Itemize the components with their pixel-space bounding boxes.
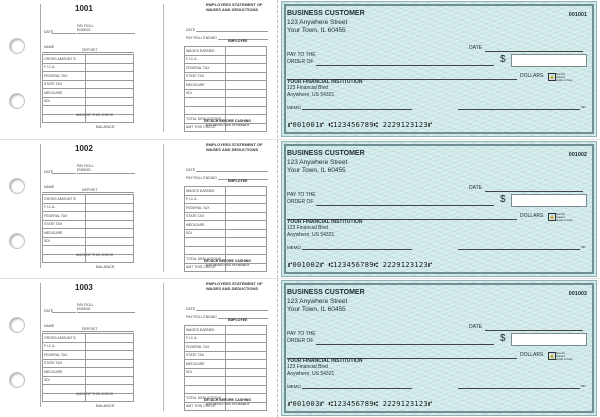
stub-payroll-label: PAY ROLL ENDING [186,36,217,40]
stub-row-label: WAGES EARNED [185,326,226,335]
stub-table-row [185,368,267,377]
register-table-row [43,334,134,343]
stub-row-value[interactable] [226,368,267,377]
register-row-label: SDI [43,237,86,246]
stub-table-row [185,195,267,204]
register-balance-label: BALANCE [96,264,115,269]
check-company-name: BUSINESS CUSTOMER [287,150,365,157]
register-table-row [43,212,134,221]
stub-table-row [185,212,267,221]
stub-employee-label: EMPLOYEE [228,39,248,43]
check-memo-line[interactable] [302,249,412,250]
check-date-line[interactable] [485,51,583,52]
register-check-number: 1001 [75,4,93,13]
check-company-address: 123 Anywhere Street [287,159,348,166]
perforation-line [163,4,164,132]
register-row-value[interactable] [86,72,134,81]
register-divider [40,283,41,407]
register-row-value[interactable] [86,220,134,229]
register-table-row [43,359,134,368]
stub-date-label: DATE [186,307,196,311]
register-name-label: NAME [44,45,55,49]
stub-row-value[interactable] [226,106,267,115]
payroll-stub [182,279,270,417]
register-table-row [43,368,134,377]
register-deposit-label: DEPOSIT [82,327,98,331]
stub-row-label [185,385,226,394]
stub-detach-notice [204,398,251,406]
register-row-label: STATE TAX [43,220,86,229]
check-payto-label: PAY TO THE [287,192,316,198]
stub-row-label: MEDICARE [185,360,226,369]
check-orderof-label: ORDER OF [287,338,314,344]
stub-payroll-label: PAY ROLL ENDING [186,176,217,180]
stub-date-label: DATE [186,28,196,32]
register-row-value[interactable] [86,89,134,98]
stub-row-label [185,238,226,247]
stub-detach-subtext: AND RETAIN THIS STATEMENT [205,123,250,127]
check-signature-line[interactable] [458,109,580,110]
register-check-number: 1002 [75,144,93,153]
register-row-label: F.I.C.A. [43,342,86,351]
register-table-row [43,97,134,106]
register-balance-label: BALANCE [96,124,115,129]
binder-hole [9,38,25,54]
register-row-label: FEDERAL TAX [43,351,86,360]
register-row-value[interactable] [86,368,134,377]
stub-row-value[interactable] [226,204,267,213]
register-row-value[interactable] [86,359,134,368]
register-row-label: FEDERAL TAX [43,212,86,221]
check-sheet [0,278,600,417]
check-bank-name: YOUR FINANCIAL INSTITUTION [287,79,363,85]
perforation-line [163,144,164,272]
register-row-value[interactable] [86,342,134,351]
binder-hole [9,233,25,249]
check-register [40,0,140,138]
stub-row-label: TOTAL DEDUCTIONS [185,255,226,264]
check-payee-line[interactable] [316,65,494,66]
stub-row-value[interactable] [226,47,267,56]
stub-row-label: WAGES EARNED [185,187,226,196]
check-bank-address: 123 Financial Blvd [287,225,328,231]
register-table-row [43,342,134,351]
stub-row-label: AMT THIS CHECK [185,263,226,272]
register-row-label: SDI [43,97,86,106]
stub-employee-label: EMPLOYEE [228,179,248,183]
check-bank-name: YOUR FINANCIAL INSTITUTION [287,358,363,364]
register-row-label: MEDICARE [43,89,86,98]
check-amount-box[interactable] [511,333,587,346]
stub-date-line [196,310,268,311]
binder-hole [9,317,25,333]
check-memo-line[interactable] [302,388,412,389]
check-amount-box[interactable] [511,194,587,207]
register-payroll-label: PAY ROLL ENDING [77,24,94,32]
register-row-label: MEDICARE [43,368,86,377]
stub-table-row [185,385,267,394]
stub-date-label: DATE [186,168,196,172]
register-row-label: SDI [43,376,86,385]
stub-title: EMPLOYEES STATEMENT OF WAGES AND DEDUCTIONS [206,142,263,152]
stub-row-value[interactable] [226,221,267,230]
stub-row-label: MEDICARE [185,221,226,230]
check-signature-line[interactable] [458,388,580,389]
register-amount-label: AMOUNT THIS CHECK [76,113,114,117]
check-security-text: Security features details on back [556,73,573,82]
check-company-city: Your Town, IL 60455 [287,27,346,34]
register-date-label: DATE [44,309,54,313]
register-amount-label: AMOUNT THIS CHECK [76,392,114,396]
register-row-value[interactable] [86,334,134,343]
register-check-number: 1003 [75,283,93,292]
stub-table-row [185,204,267,213]
register-table-row [43,237,134,246]
stub-table-row [185,238,267,247]
register-row-label: STATE TAX [43,359,86,368]
padlock-icon: 🔒 [549,214,555,219]
register-row-value[interactable] [86,212,134,221]
register-balance-label: BALANCE [96,403,115,408]
stub-payroll-label: PAY ROLL ENDING [186,315,217,319]
check-bank-address: 123 Financial Blvd [287,85,328,91]
stub-table-row [185,229,267,238]
register-row-value[interactable] [86,55,134,64]
register-row-label: GROSS AMOUNT $ [43,55,86,64]
check-company-name: BUSINESS CUSTOMER [287,289,365,296]
check-micr-line: ⑈001003⑈ ⑆123456789⑆ 2229123123⑈ [288,400,433,408]
stub-date-line [196,171,268,172]
register-table-row [43,63,134,72]
check-company-name: BUSINESS CUSTOMER [287,10,365,17]
stub-row-label: WAGES EARNED [185,47,226,56]
register-table-row [43,351,134,360]
register-table-row [43,80,134,89]
register-name-label: NAME [44,324,55,328]
check-date-label: DATE [469,185,482,191]
register-deposit-label: DEPOSIT [82,188,98,192]
register-row-value[interactable] [86,376,134,385]
check-security-text: Security features details on back [556,213,573,222]
register-payroll-line [77,33,135,34]
stub-detach-text: DETACH BEFORE CASHING [204,119,251,123]
check-dollar-sign: $ [500,194,506,205]
stub-row-label: TOTAL DEDUCTIONS [185,394,226,403]
perforation-line [163,283,164,411]
check-signature-line[interactable] [458,249,580,250]
register-divider [40,4,41,128]
bank-check [281,1,597,137]
check-mp-label: MP [581,245,586,249]
register-row-value[interactable] [86,229,134,238]
stub-table-row [185,377,267,386]
stub-table-row [185,246,267,255]
stub-row-value[interactable] [226,246,267,255]
register-row-value[interactable] [86,97,134,106]
stub-row-value[interactable] [226,334,267,343]
bank-check [281,141,597,277]
check-mp-label: MP [581,384,586,388]
stub-row-label [185,377,226,386]
check-sheet [0,0,600,138]
register-name-line [42,331,134,332]
stub-table-row [185,106,267,115]
register-table-row [43,195,134,204]
stub-date-line [196,31,268,32]
stub-detach-notice [204,259,251,267]
check-bank-city: Anywhere, US 54321 [287,371,335,377]
register-row-label: GROSS AMOUNT $ [43,195,86,204]
padlock-icon: 🔒 [549,74,555,79]
stub-detach-text: DETACH BEFORE CASHING [204,259,251,263]
binder-hole [9,178,25,194]
stub-table-row [185,55,267,64]
register-row-value[interactable] [86,351,134,360]
check-memo-label: MEMO [287,245,301,250]
register-payroll-line [77,312,135,313]
check-dollars-label: DOLLARS [520,73,544,79]
check-bank-city: Anywhere, US 54321 [287,232,335,238]
register-table-row [43,72,134,81]
register-name-line [42,192,134,193]
register-date-line [52,173,76,174]
check-bank-address: 123 Financial Blvd [287,364,328,370]
check-dollars-label: DOLLARS [520,213,544,219]
check-bank-city: Anywhere, US 54321 [287,92,335,98]
stub-row-value[interactable] [226,195,267,204]
check-date-line[interactable] [485,330,583,331]
check-bank-name: YOUR FINANCIAL INSTITUTION [287,219,363,225]
stub-row-value[interactable] [226,187,267,196]
register-payroll-label: PAY ROLL ENDING [77,164,94,172]
stub-table-row [185,326,267,335]
stub-row-value[interactable] [226,360,267,369]
check-company-address: 123 Anywhere Street [287,298,348,305]
check-memo-label: MEMO [287,384,301,389]
register-row-value[interactable] [86,63,134,72]
stub-row-label: STATE TAX [185,351,226,360]
padlock-icon: 🔒 [549,353,555,358]
register-name-label: NAME [44,185,55,189]
check-date-label: DATE [469,45,482,51]
check-number: 001003 [568,291,587,297]
check-number: 001002 [568,152,587,158]
check-register [40,140,140,278]
register-row-label: F.I.C.A. [43,63,86,72]
stub-detach-notice [204,119,251,127]
register-payroll-label: PAY ROLL ENDING [77,303,94,311]
stub-row-label: F.I.C.A. [185,334,226,343]
stub-row-value[interactable] [226,377,267,386]
stub-row-value[interactable] [226,212,267,221]
stub-row-label: SDI [185,89,226,98]
stub-row-label: SDI [185,229,226,238]
stub-row-label: STATE TAX [185,72,226,81]
register-payroll-line [77,173,135,174]
check-register [40,279,140,417]
stub-employee-label: EMPLOYEE [228,318,248,322]
check-orderof-label: ORDER OF [287,59,314,65]
stub-row-label [185,106,226,115]
check-micr-line: ⑈001001⑈ ⑆123456789⑆ 2229123123⑈ [288,121,433,129]
stub-row-value[interactable] [226,98,267,107]
register-table-row [43,55,134,64]
register-date-label: DATE [44,170,54,174]
register-date-line [52,33,76,34]
check-dollars-label: DOLLARS [520,352,544,358]
stub-row-label: STATE TAX [185,212,226,221]
check-company-address: 123 Anywhere Street [287,19,348,26]
register-row-value[interactable] [86,80,134,89]
stub-row-value[interactable] [226,229,267,238]
stub-row-label: MEDICARE [185,81,226,90]
stub-table-row [185,89,267,98]
register-table-row [43,376,134,385]
register-row-label: STATE TAX [43,80,86,89]
payroll-stub [182,140,270,278]
register-amount-label: AMOUNT THIS CHECK [76,253,114,257]
register-deposit-label: DEPOSIT [82,48,98,52]
stub-detach-text: DETACH BEFORE CASHING [204,398,251,402]
register-table-row [43,229,134,238]
stub-title: EMPLOYEES STATEMENT OF WAGES AND DEDUCTIONS [206,2,263,12]
stub-title: EMPLOYEES STATEMENT OF WAGES AND DEDUCTIONS [206,281,263,291]
stub-row-value[interactable] [226,351,267,360]
stub-row-value[interactable] [226,238,267,247]
check-payee-line[interactable] [316,205,494,206]
check-dollar-sign: $ [500,333,506,344]
register-table-row [43,89,134,98]
check-security-text: Security features details on back [556,352,573,361]
payroll-stub [182,0,270,138]
register-row-label: GROSS AMOUNT $ [43,334,86,343]
register-row-value[interactable] [86,237,134,246]
stub-row-label: F.I.C.A. [185,55,226,64]
stub-detach-subtext: AND RETAIN THIS STATEMENT [205,402,250,406]
stub-table-row [185,343,267,352]
binder-hole [9,93,25,109]
stub-row-label [185,246,226,255]
register-divider [40,144,41,268]
stub-row-label [185,98,226,107]
check-sheet [0,139,600,278]
check-mp-label: MP [581,105,586,109]
bank-check [281,280,597,416]
stub-row-label: F.I.C.A. [185,195,226,204]
check-micr-line: ⑈001002⑈ ⑆123456789⑆ 2229123123⑈ [288,261,433,269]
check-company-city: Your Town, IL 60455 [287,306,346,313]
register-date-line [52,312,76,313]
stub-table-row [185,64,267,73]
register-table-row [43,220,134,229]
stub-table-row [185,334,267,343]
check-date-line[interactable] [485,191,583,192]
check-amount-box[interactable] [511,54,587,67]
check-perforation [277,0,278,138]
check-payto-label: PAY TO THE [287,52,316,58]
stub-row-value[interactable] [226,72,267,81]
check-memo-label: MEMO [287,105,301,110]
check-dollar-sign: $ [500,54,506,65]
register-row-label: MEDICARE [43,229,86,238]
register-table-row [43,203,134,212]
stub-table-row [185,187,267,196]
register-row-label: FEDERAL TAX [43,72,86,81]
register-name-line [42,52,134,53]
stub-row-label: FEDERAL TAX [185,343,226,352]
check-perforation [277,140,278,278]
register-date-label: DATE [44,30,54,34]
stub-row-value[interactable] [226,326,267,335]
stub-detach-subtext: AND RETAIN THIS STATEMENT [205,263,250,267]
stub-row-label: FEDERAL TAX [185,64,226,73]
check-date-label: DATE [469,324,482,330]
stub-row-label: AMT THIS CHECK [185,123,226,132]
check-memo-line[interactable] [302,109,412,110]
stub-row-label: FEDERAL TAX [185,204,226,213]
check-perforation [277,279,278,417]
check-payee-line[interactable] [316,344,494,345]
stub-row-value[interactable] [226,385,267,394]
check-company-city: Your Town, IL 60455 [287,167,346,174]
binder-hole [9,372,25,388]
stub-row-value[interactable] [226,89,267,98]
stub-row-value[interactable] [226,343,267,352]
register-row-value[interactable] [86,203,134,212]
stub-row-label: SDI [185,368,226,377]
check-payto-label: PAY TO THE [287,331,316,337]
register-row-label: F.I.C.A. [43,203,86,212]
stub-table-row [185,360,267,369]
check-number: 001001 [568,12,587,18]
stub-table-row [185,98,267,107]
check-orderof-label: ORDER OF [287,199,314,205]
stub-table-row [185,47,267,56]
stub-row-label: TOTAL DEDUCTIONS [185,115,226,124]
register-row-value[interactable] [86,195,134,204]
stub-table-row [185,351,267,360]
stub-table-row [185,72,267,81]
stub-row-value[interactable] [226,55,267,64]
stub-row-label: AMT THIS CHECK [185,402,226,411]
stub-row-value[interactable] [226,81,267,90]
stub-table-row [185,81,267,90]
stub-row-value[interactable] [226,64,267,73]
stub-table-row [185,221,267,230]
